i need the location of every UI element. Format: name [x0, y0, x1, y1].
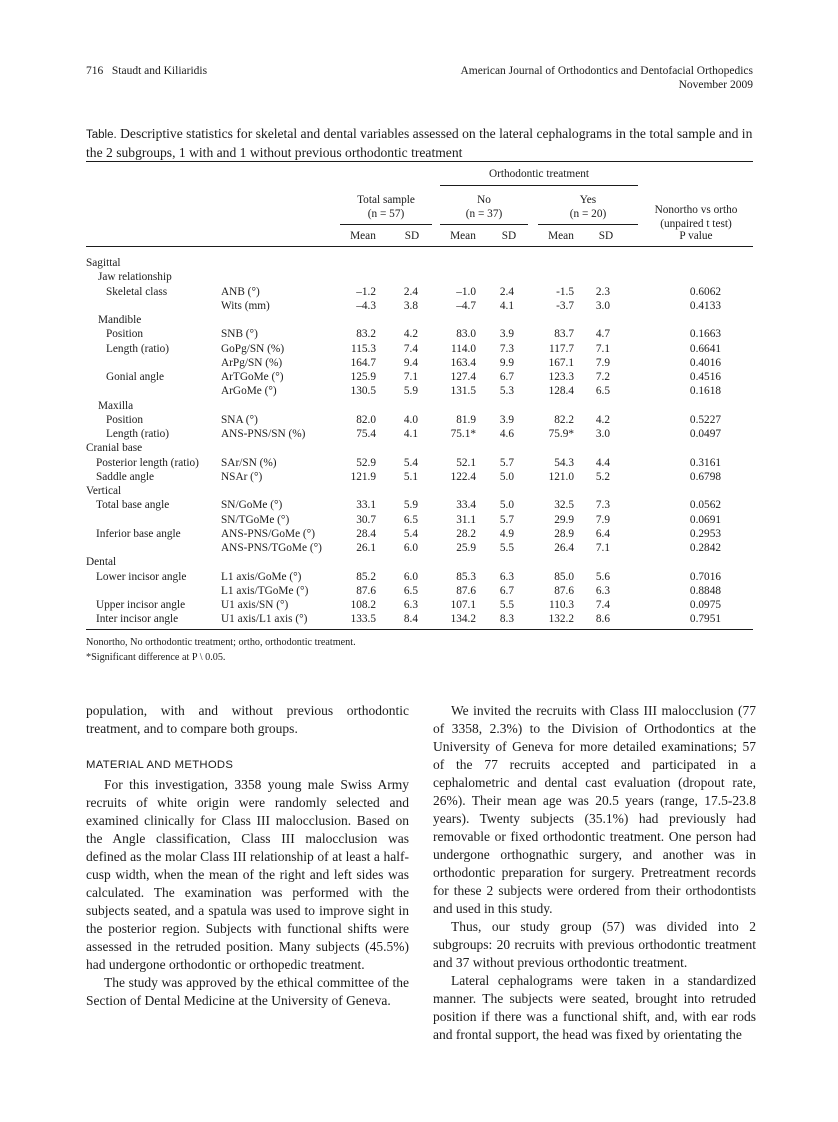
cell-tm: 108.2: [350, 599, 376, 611]
row-label: Skeletal class: [106, 285, 168, 298]
cell-ym: 110.3: [549, 599, 574, 611]
cell-ym: 128.4: [548, 385, 574, 398]
row-variable: SNB (°): [221, 328, 258, 341]
cell-nsd: 4.9: [499, 527, 514, 540]
cell-ym: 82.2: [554, 413, 574, 426]
cell-nsd: 5.3: [499, 385, 514, 398]
cell-ysd: 4.7: [595, 328, 610, 341]
cell-ym: 123.3: [548, 371, 574, 383]
cell-ym: 29.9: [554, 513, 574, 526]
cell-ysd: 4.2: [595, 413, 610, 426]
cell-ysd: 8.6: [595, 613, 610, 626]
row-label: Upper incisor angle: [96, 599, 186, 611]
cell-nsd: 8.3: [499, 613, 514, 626]
cell-nsd: 5.0: [499, 470, 514, 483]
row-label: Length (ratio): [106, 342, 170, 355]
row-category: Cranial base: [86, 442, 143, 455]
col-p-pvalue: P value: [679, 230, 713, 242]
cell-nm: 163.4: [450, 356, 476, 369]
row-label: Length (ratio): [106, 428, 170, 440]
col-yes-n: (n = 20): [569, 208, 607, 220]
row-label: Saddle angle: [96, 470, 155, 483]
row-category: Sagittal: [86, 257, 121, 269]
cell-nm: 87.6: [456, 584, 476, 597]
cell-ym: 132.2: [548, 613, 574, 626]
paragraph: We invited the recruits with Class III malocclusion (77 of 3358, 2.3%) to the Division of Orthodontics at the University of Geneva for more detailed examinations; 57 of the 77 recruits accepted and participated in a cephalometric and dental cast evaluation (dropout rate, 26%). Their mean age was 20.5 years (range, 17.5-23.8 years). Twenty subjects (35.1%) had previously had removable or fixed orthodontic treatment. One person had undergone orthognathic surgery, and another was in orthodontic preparation for surgery. Pretreatment records for these 2 subjects were ordered from their orthodontists and used in this study.: [433, 703, 756, 916]
cell-tm: 26.1: [356, 542, 376, 554]
cell-nm: 131.5: [450, 385, 476, 398]
table-bottom-rule: [86, 629, 753, 630]
cell-p: 0.6798: [689, 470, 721, 483]
row-variable: ANS-PNS/SN (%): [221, 428, 306, 440]
cell-nm: 81.9: [456, 413, 476, 426]
cell-nm: 31.1: [456, 513, 476, 526]
cell-tm: 52.9: [356, 456, 376, 469]
cell-p: 0.4016: [689, 356, 721, 369]
cell-ym: 121.0: [548, 470, 574, 483]
row-variable: NSAr (°): [221, 470, 263, 483]
cell-tsd: 5.9: [403, 499, 418, 512]
paragraph: Thus, our study group (57) was divided into 2 subgroups: 20 recruits with previous orthodontic treatment and 37 without previous orthodontic treatment.: [433, 919, 756, 970]
row-category: Maxilla: [98, 399, 134, 412]
cell-tsd: 4.2: [403, 328, 418, 341]
body-column-left: [86, 702, 409, 1010]
row-variable: L1 axis/TGoMe (°): [221, 584, 309, 597]
cell-nm: 52.1: [456, 456, 476, 469]
col-yes-label: Yes: [579, 194, 597, 206]
cell-nsd: 7.3: [499, 342, 514, 355]
cell-nsd: 3.9: [499, 413, 514, 426]
cell-nm: –4.7: [456, 299, 476, 312]
cell-p: 0.0562: [689, 499, 721, 512]
cell-ysd: 7.3: [595, 499, 610, 512]
cell-tm: –1.2: [356, 285, 376, 298]
cell-tm: 28.4: [356, 527, 376, 540]
cell-tm: 125.9: [350, 371, 376, 383]
cell-nm: 107.1: [450, 599, 476, 611]
page-number: 716: [86, 65, 104, 77]
row-label: Inter incisor angle: [96, 613, 179, 626]
table-footnote-significance: *Significant difference at P \ 0.05.: [86, 652, 226, 663]
cell-p: 0.6641: [689, 342, 721, 355]
group-header: Orthodontic treatment: [488, 168, 590, 180]
cell-tm: 133.5: [350, 613, 376, 626]
cell-nm: 85.3: [456, 570, 476, 583]
cell-tsd: 4.1: [403, 428, 418, 440]
row-variable: SAr/SN (%): [221, 456, 277, 469]
cell-tm: 75.4: [356, 428, 376, 440]
cell-tm: 85.2: [356, 570, 376, 583]
cell-p: 0.4133: [689, 299, 721, 312]
table-footnote: Nonortho, No orthodontic treatment; ortho, orthodontic treatment.: [86, 637, 356, 648]
cell-ysd: 7.1: [595, 342, 610, 355]
cell-tsd: 6.5: [403, 584, 418, 597]
col-total-n: (n = 57): [367, 208, 405, 220]
cell-nm: 28.2: [456, 527, 476, 540]
cell-ysd: 5.6: [595, 570, 610, 583]
cell-ym: 167.1: [548, 356, 574, 369]
cell-ym: 117.7: [549, 342, 574, 355]
cell-tsd: 9.4: [403, 356, 418, 369]
cell-nm: –1.0: [456, 285, 476, 298]
cell-nm: 33.4: [456, 499, 476, 512]
row-variable: ANS-PNS/TGoMe (°): [221, 542, 322, 554]
cell-p: 0.0975: [689, 599, 721, 611]
row-variable: L1 axis/GoMe (°): [221, 570, 302, 583]
cell-ysd: 6.4: [595, 527, 610, 540]
cell-nm: 25.9: [456, 542, 476, 554]
section-heading: MATERIAL AND METHODS: [86, 759, 234, 771]
row-label: Posterior length (ratio): [96, 456, 199, 469]
cell-nsd: 4.6: [499, 428, 514, 440]
cell-nsd: 4.1: [499, 299, 514, 312]
cell-tm: 130.5: [350, 385, 376, 398]
subcol-rule-no: [440, 224, 528, 225]
cell-p: 0.7951: [689, 613, 721, 626]
cell-tsd: 8.4: [403, 613, 418, 626]
cell-nm: 134.2: [450, 613, 476, 626]
subcol-rule-total: [340, 224, 432, 225]
group-rule: [440, 185, 638, 186]
cell-tsd: 7.4: [403, 342, 418, 355]
row-category: Mandible: [98, 314, 142, 326]
cell-p: 0.2842: [689, 542, 721, 554]
cell-nsd: 3.9: [499, 328, 514, 341]
cell-nsd: 2.4: [499, 285, 514, 298]
cell-p: 0.1618: [689, 385, 721, 398]
cell-nsd: 6.7: [499, 371, 514, 383]
cell-nsd: 5.0: [499, 499, 514, 512]
cell-tm: 87.6: [356, 584, 376, 597]
cell-nm: 122.4: [450, 470, 476, 483]
cell-p: 0.5227: [689, 413, 721, 426]
cell-p: 0.0497: [689, 428, 721, 440]
cell-ym: -3.7: [556, 299, 574, 312]
row-variable: ANS-PNS/GoMe (°): [221, 527, 315, 540]
cell-tsd: 4.0: [403, 413, 418, 426]
cell-tsd: 3.8: [403, 299, 418, 312]
cell-ym: 28.9: [554, 527, 574, 540]
col-no-label: No: [477, 194, 491, 206]
cell-p: 0.1663: [689, 328, 721, 341]
row-variable: GoPg/SN (%): [221, 342, 285, 355]
mean-header: Mean: [350, 230, 376, 242]
cell-p: 0.0691: [689, 513, 721, 526]
paragraph: The study was approved by the ethical committee of the Section of Dental Medicine at the University of Geneva.: [86, 975, 409, 1008]
cell-ysd: 7.1: [595, 542, 610, 554]
cell-ysd: 3.0: [595, 299, 610, 312]
row-label: Lower incisor angle: [96, 570, 187, 583]
paragraph: For this investigation, 3358 young male Swiss Army recruits of white origin were randomly selected and examined clinically for Class III malocclusion. Based on the Angle classification, Class III malocclusion was defined as the molar Class III relationship of at least a half-cusp width, when the mean of the right and left sides was calculated. The examination was performed with the subjects seated, and a spatula was used to improve sight in the posterior region. Subjects with functional shifts were assessed in the retruded position. Many subjects (45.5%) had undergone orthodontic or orthopedic treatment.: [86, 777, 409, 972]
cell-p: 0.7016: [689, 570, 721, 583]
row-variable: U1 axis/SN (°): [221, 599, 289, 611]
cell-tsd: 5.4: [403, 527, 418, 540]
cell-nsd: 6.3: [499, 570, 514, 583]
row-variable: ANB (°): [221, 285, 260, 298]
table-caption: [86, 125, 756, 161]
cell-tm: 115.3: [351, 342, 376, 355]
running-header-right: [460, 64, 753, 92]
cell-ysd: 3.0: [595, 428, 610, 440]
cell-ysd: 7.2: [595, 371, 610, 383]
row-category: Jaw relationship: [98, 271, 172, 284]
row-category: Vertical: [86, 485, 122, 497]
cell-ysd: 5.2: [595, 470, 610, 483]
row-label: Gonial angle: [106, 371, 165, 383]
cell-ysd: 7.9: [595, 513, 610, 526]
cell-nsd: 5.5: [499, 542, 514, 554]
row-label: Position: [106, 413, 144, 426]
cell-tsd: 6.0: [403, 570, 418, 583]
cell-p: 0.4516: [689, 371, 721, 383]
cell-tsd: 2.4: [403, 285, 418, 298]
cell-tm: –4.3: [356, 299, 376, 312]
table-label: Table.: [86, 129, 117, 141]
cell-tm: 83.2: [356, 328, 376, 341]
row-label: Total base angle: [96, 499, 170, 512]
mean-header: Mean: [450, 230, 476, 242]
sd-header: SD: [404, 230, 420, 242]
cell-p: 0.8848: [689, 584, 721, 597]
row-variable: SN/GoMe (°): [221, 499, 283, 512]
cell-nm: 75.1*: [450, 428, 476, 440]
cell-ym: 54.3: [554, 456, 574, 469]
cell-tsd: 5.4: [403, 456, 418, 469]
journal-title: American Journal of Orthodontics and Dentofacial Orthopedics: [460, 65, 753, 77]
cell-tsd: 5.9: [403, 385, 418, 398]
cell-tsd: 6.3: [403, 599, 418, 611]
cell-ysd: 7.9: [595, 356, 610, 369]
table-caption-text: Descriptive statistics for skeletal and dental variables assessed on the lateral cephalograms in the total sample and in the 2 subgroups, 1 with and 1 without previous orthodontic treatment: [86, 126, 753, 160]
col-p-test: (unpaired t test): [660, 218, 732, 230]
cell-ysd: 6.3: [595, 584, 610, 597]
cell-ym: 32.5: [554, 499, 574, 512]
paragraph: Lateral cephalograms were taken in a standardized manner. The subjects were seated, brought into retruded position if there was a functional shift, and, with ear rods and frontal support, the head was fixed by orientating the: [433, 973, 756, 1042]
cell-tsd: 7.1: [403, 371, 418, 383]
cell-ym: -1.5: [556, 285, 574, 298]
col-no-n: (n = 37): [465, 208, 503, 220]
cell-ysd: 2.3: [595, 285, 610, 298]
cell-nsd: 5.7: [499, 513, 514, 526]
row-variable: SN/TGoMe (°): [221, 513, 290, 526]
row-variable: U1 axis/L1 axis (°): [221, 613, 308, 626]
cell-p: 0.6062: [689, 285, 721, 298]
cell-tsd: 6.5: [403, 513, 418, 526]
cell-nm: 83.0: [456, 328, 476, 341]
cell-tm: 121.9: [350, 470, 376, 483]
sd-header: SD: [598, 230, 614, 242]
cell-p: 0.3161: [689, 456, 721, 469]
col-total-label: Total sample: [357, 194, 415, 206]
cell-nsd: 5.5: [499, 599, 514, 611]
col-p-label: Nonortho vs ortho: [654, 204, 738, 216]
cell-ym: 83.7: [554, 328, 574, 341]
row-category: Dental: [86, 556, 117, 569]
row-variable: ArGoMe (°): [221, 385, 277, 398]
cell-nm: 114.0: [451, 342, 476, 355]
cell-nsd: 5.7: [499, 456, 514, 469]
row-variable: ArPg/SN (%): [221, 356, 283, 369]
cell-tsd: 6.0: [403, 542, 418, 554]
row-variable: Wits (mm): [221, 299, 270, 312]
cell-tm: 82.0: [356, 413, 376, 426]
row-label: Inferior base angle: [96, 527, 181, 540]
cell-nsd: 6.7: [499, 584, 514, 597]
issue-date: November 2009: [678, 79, 753, 91]
cell-ym: 75.9*: [548, 428, 574, 440]
cell-ym: 87.6: [554, 584, 574, 597]
cell-tm: 33.1: [356, 499, 376, 512]
table-top-rule: [86, 161, 753, 162]
paragraph: population, with and without previous orthodontic treatment, and to compare both groups.: [86, 703, 409, 736]
authors: Staudt and Kiliaridis: [111, 65, 208, 77]
body-column-right: [433, 702, 756, 1044]
cell-nm: 127.4: [450, 371, 476, 383]
cell-ysd: 6.5: [595, 385, 610, 398]
cell-ym: 85.0: [554, 570, 574, 583]
mean-header: Mean: [548, 230, 574, 242]
row-variable: SNA (°): [221, 413, 258, 426]
cell-ysd: 4.4: [595, 456, 610, 469]
cell-p: 0.2953: [689, 527, 721, 540]
running-header-left: [86, 64, 207, 78]
subcol-rule-yes: [538, 224, 638, 225]
cell-tsd: 5.1: [403, 470, 418, 483]
cell-tm: 164.7: [350, 356, 376, 369]
cell-nsd: 9.9: [499, 356, 514, 369]
header-bottom-rule: [86, 246, 753, 247]
cell-tm: 30.7: [356, 513, 376, 526]
cell-ym: 26.4: [554, 542, 574, 554]
row-variable: ArTGoMe (°): [221, 371, 284, 383]
sd-header: SD: [501, 230, 517, 242]
row-label: Position: [106, 328, 144, 341]
cell-ysd: 7.4: [595, 599, 610, 611]
